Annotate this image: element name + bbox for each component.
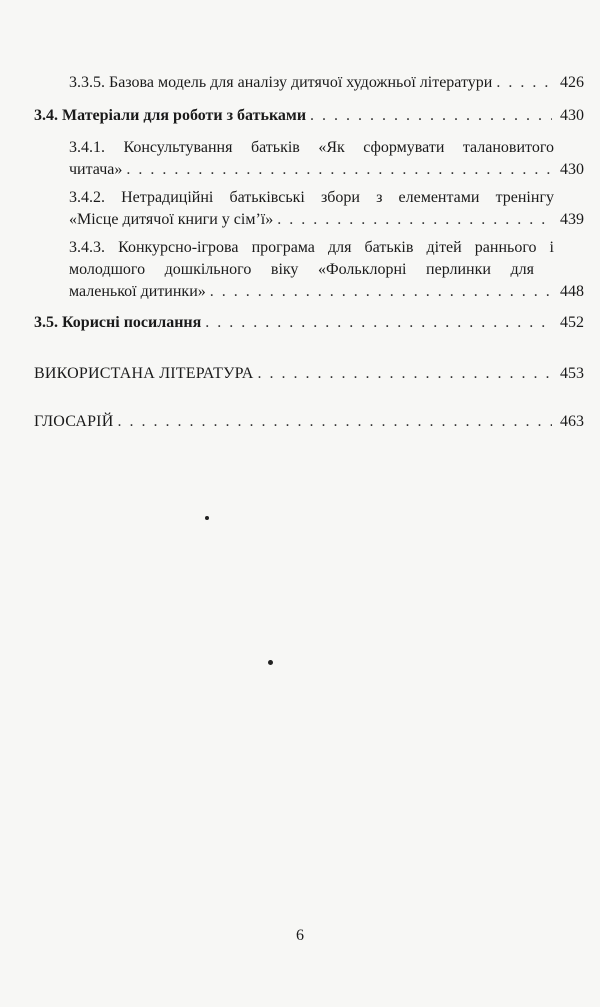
dot-leader bbox=[126, 159, 552, 181]
toc-entry-3-4-2[interactable] bbox=[34, 187, 584, 231]
toc-entry-title-line: молодшого дошкільного віку «Фольклорні перлинки для bbox=[69, 261, 534, 278]
dot-leader bbox=[310, 105, 552, 127]
toc-page-number: 439 bbox=[560, 211, 584, 228]
toc-page-number: 426 bbox=[560, 74, 584, 91]
toc-entry-title: ГЛОСАРІЙ bbox=[34, 413, 114, 430]
toc-entry-title-line: 3.4.3. Конкурсно-ігрова програма для батьків дітей раннього і bbox=[69, 239, 554, 256]
page-number: 6 bbox=[296, 927, 304, 944]
toc-entry-3-4[interactable] bbox=[34, 105, 584, 127]
toc-entry-title-line: читача» bbox=[69, 161, 123, 178]
toc-entry-title-line: маленької дитинки» bbox=[69, 283, 206, 300]
print-speck bbox=[205, 516, 209, 520]
toc-page-number: 430 bbox=[560, 161, 584, 178]
toc-entry-3-4-1[interactable] bbox=[34, 137, 584, 181]
table-of-contents bbox=[34, 72, 584, 433]
print-speck bbox=[268, 660, 273, 665]
toc-entry-3-5[interactable] bbox=[34, 312, 584, 334]
toc-page-number: 430 bbox=[560, 107, 584, 124]
toc-entry-3-4-3[interactable] bbox=[34, 237, 584, 303]
dot-leader bbox=[210, 281, 552, 303]
toc-entry-title-line: 3.4.2. Нетрадиційні батьківські збори з елементами тренінгу bbox=[69, 189, 554, 206]
dot-leader bbox=[117, 411, 552, 433]
toc-entry-title: 3.4. Матеріали для роботи з батьками bbox=[34, 107, 307, 124]
toc-page-number: 452 bbox=[560, 314, 584, 331]
toc-entry-references[interactable] bbox=[34, 363, 584, 385]
toc-entry-title: 3.3.5. Базова модель для аналізу дитячої художньої літератури bbox=[69, 74, 493, 91]
toc-entry-3-3-5[interactable] bbox=[34, 72, 584, 94]
toc-page-number: 453 bbox=[560, 365, 584, 382]
toc-entry-glossary[interactable] bbox=[34, 411, 584, 433]
toc-entry-title: ВИКОРИСТАНА ЛІТЕРАТУРА bbox=[34, 365, 254, 382]
dot-leader bbox=[205, 312, 552, 334]
toc-page-number: 463 bbox=[560, 413, 584, 430]
toc-entry-title: 3.5. Корисні посилання bbox=[34, 314, 202, 331]
dot-leader bbox=[277, 209, 552, 231]
dot-leader bbox=[496, 72, 552, 94]
toc-entry-title-line: 3.4.1. Консультування батьків «Як сформувати талановитого bbox=[69, 139, 554, 156]
toc-entry-title-line: «Місце дитячої книги у сім’ї» bbox=[69, 211, 274, 228]
dot-leader bbox=[257, 363, 552, 385]
toc-page-number: 448 bbox=[560, 283, 584, 300]
